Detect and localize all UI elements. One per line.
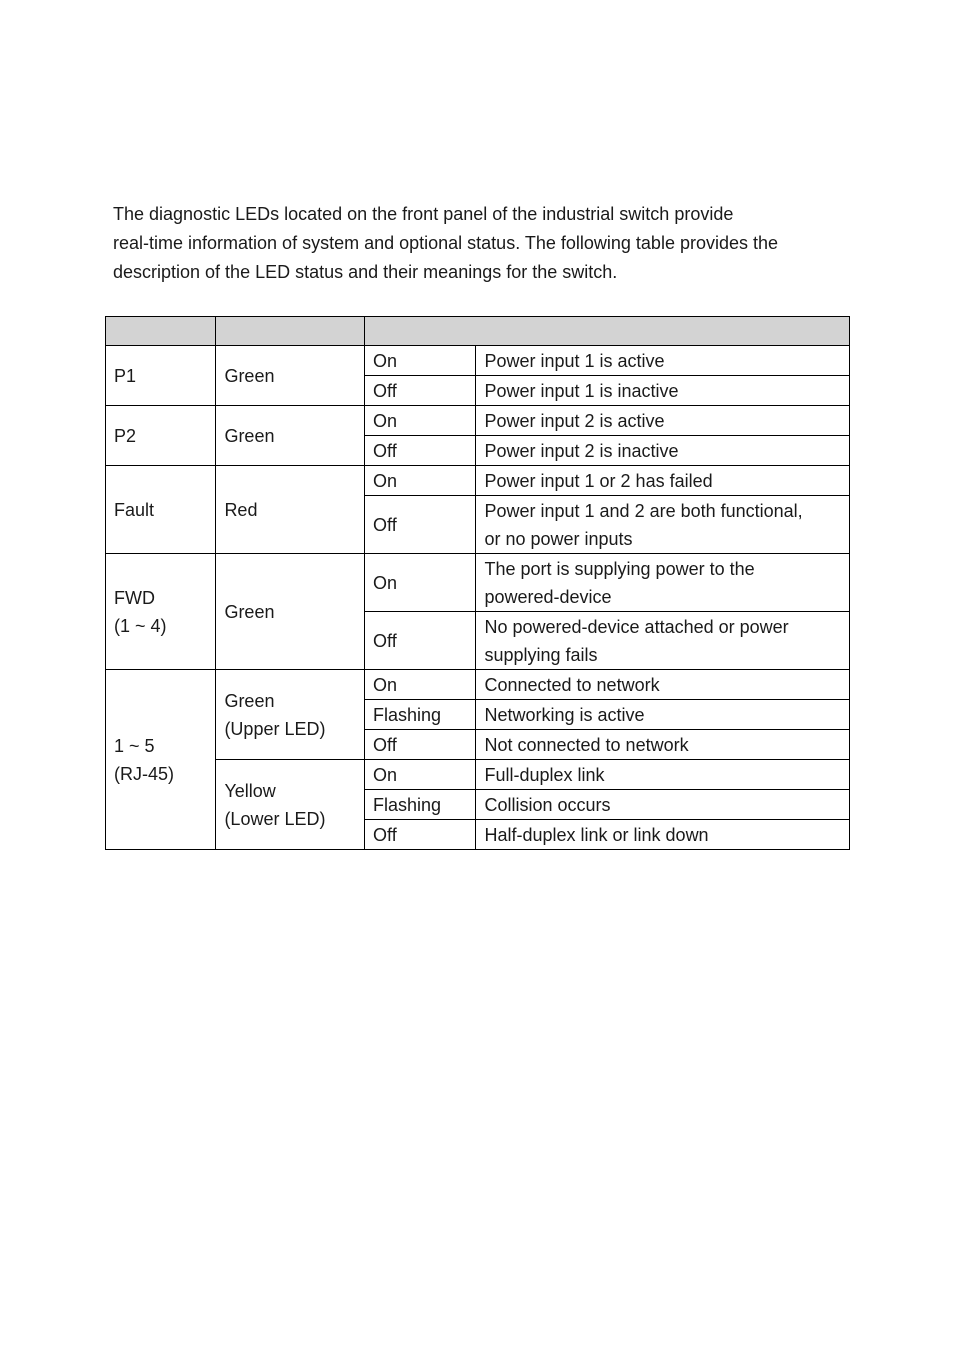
table-header-row (106, 317, 850, 346)
led-status-cell: Off (365, 730, 476, 760)
led-status-cell: Off (365, 436, 476, 466)
led-status-cell: On (365, 670, 476, 700)
led-color-cell: Green (216, 346, 365, 406)
led-description-cell (476, 554, 850, 612)
led-color-cell: Green (216, 406, 365, 466)
intro-line: real-time information of system and optional status. The following table provides the (113, 233, 779, 253)
led-color-cell: Green (216, 554, 365, 670)
led-status-cell: Flashing (365, 790, 476, 820)
led-name-cell: P2 (106, 406, 216, 466)
led-description-cell: Full-duplex link (476, 760, 850, 790)
led-description-cell: Power input 2 is active (476, 406, 850, 436)
led-description-cell: Power input 1 or 2 has failed (476, 466, 850, 496)
led-name-line: FWD (114, 587, 155, 608)
led-description-cell: Connected to network (476, 670, 850, 700)
led-color-line: (Upper LED) (224, 718, 326, 739)
led-description-cell: Power input 1 is active (476, 346, 850, 376)
led-description-cell: Power input 1 is inactive (476, 376, 850, 406)
led-description-cell: Not connected to network (476, 730, 850, 760)
led-status-cell: Off (365, 376, 476, 406)
led-status-cell: Off (365, 820, 476, 850)
led-color-line: Yellow (224, 780, 276, 801)
header-color (216, 317, 365, 346)
led-status-cell: On (365, 760, 476, 790)
description-line: Power input 1 and 2 are both functional, (484, 500, 803, 521)
led-name-line: (1 ~ 4) (114, 615, 167, 636)
led-color-cell: Red (216, 466, 365, 554)
table-row (106, 760, 850, 790)
led-description-cell (476, 496, 850, 554)
description-line: or no power inputs (484, 528, 633, 549)
led-description-cell (476, 612, 850, 670)
header-led (106, 317, 216, 346)
led-status-cell: Flashing (365, 700, 476, 730)
led-color-line: Green (224, 690, 275, 711)
led-description-cell: Half-duplex link or link down (476, 820, 850, 850)
table-row (106, 406, 850, 436)
led-name-cell: Fault (106, 466, 216, 554)
led-color-cell (216, 670, 365, 760)
led-description-cell: Networking is active (476, 700, 850, 730)
description-line: powered-device (484, 586, 612, 607)
led-status-cell: Off (365, 496, 476, 554)
led-status-cell: Off (365, 612, 476, 670)
led-name-cell (106, 554, 216, 670)
table-row (106, 346, 850, 376)
header-status (365, 317, 850, 346)
led-status-cell: On (365, 406, 476, 436)
led-description-cell: Collision occurs (476, 790, 850, 820)
intro-line: The diagnostic LEDs located on the front panel of the industrial switch provide (113, 204, 734, 224)
led-name-cell (106, 670, 216, 850)
description-line: supplying fails (484, 644, 598, 665)
description-line: No powered-device attached or power (484, 616, 789, 637)
intro-line: description of the LED status and their meanings for the switch. (113, 262, 618, 282)
led-color-line: (Lower LED) (224, 808, 326, 829)
table-row (106, 466, 850, 496)
led-status-cell: On (365, 346, 476, 376)
led-name-line: (RJ-45) (114, 763, 175, 784)
led-color-cell (216, 760, 365, 850)
led-name-cell: P1 (106, 346, 216, 406)
led-status-cell: On (365, 466, 476, 496)
led-status-cell: On (365, 554, 476, 612)
table-row (106, 670, 850, 700)
led-status-table (105, 316, 850, 850)
intro-paragraph (113, 200, 853, 287)
led-name-line: 1 ~ 5 (114, 735, 155, 756)
description-line: The port is supplying power to the (484, 558, 755, 579)
led-description-cell: Power input 2 is inactive (476, 436, 850, 466)
table-row (106, 554, 850, 612)
